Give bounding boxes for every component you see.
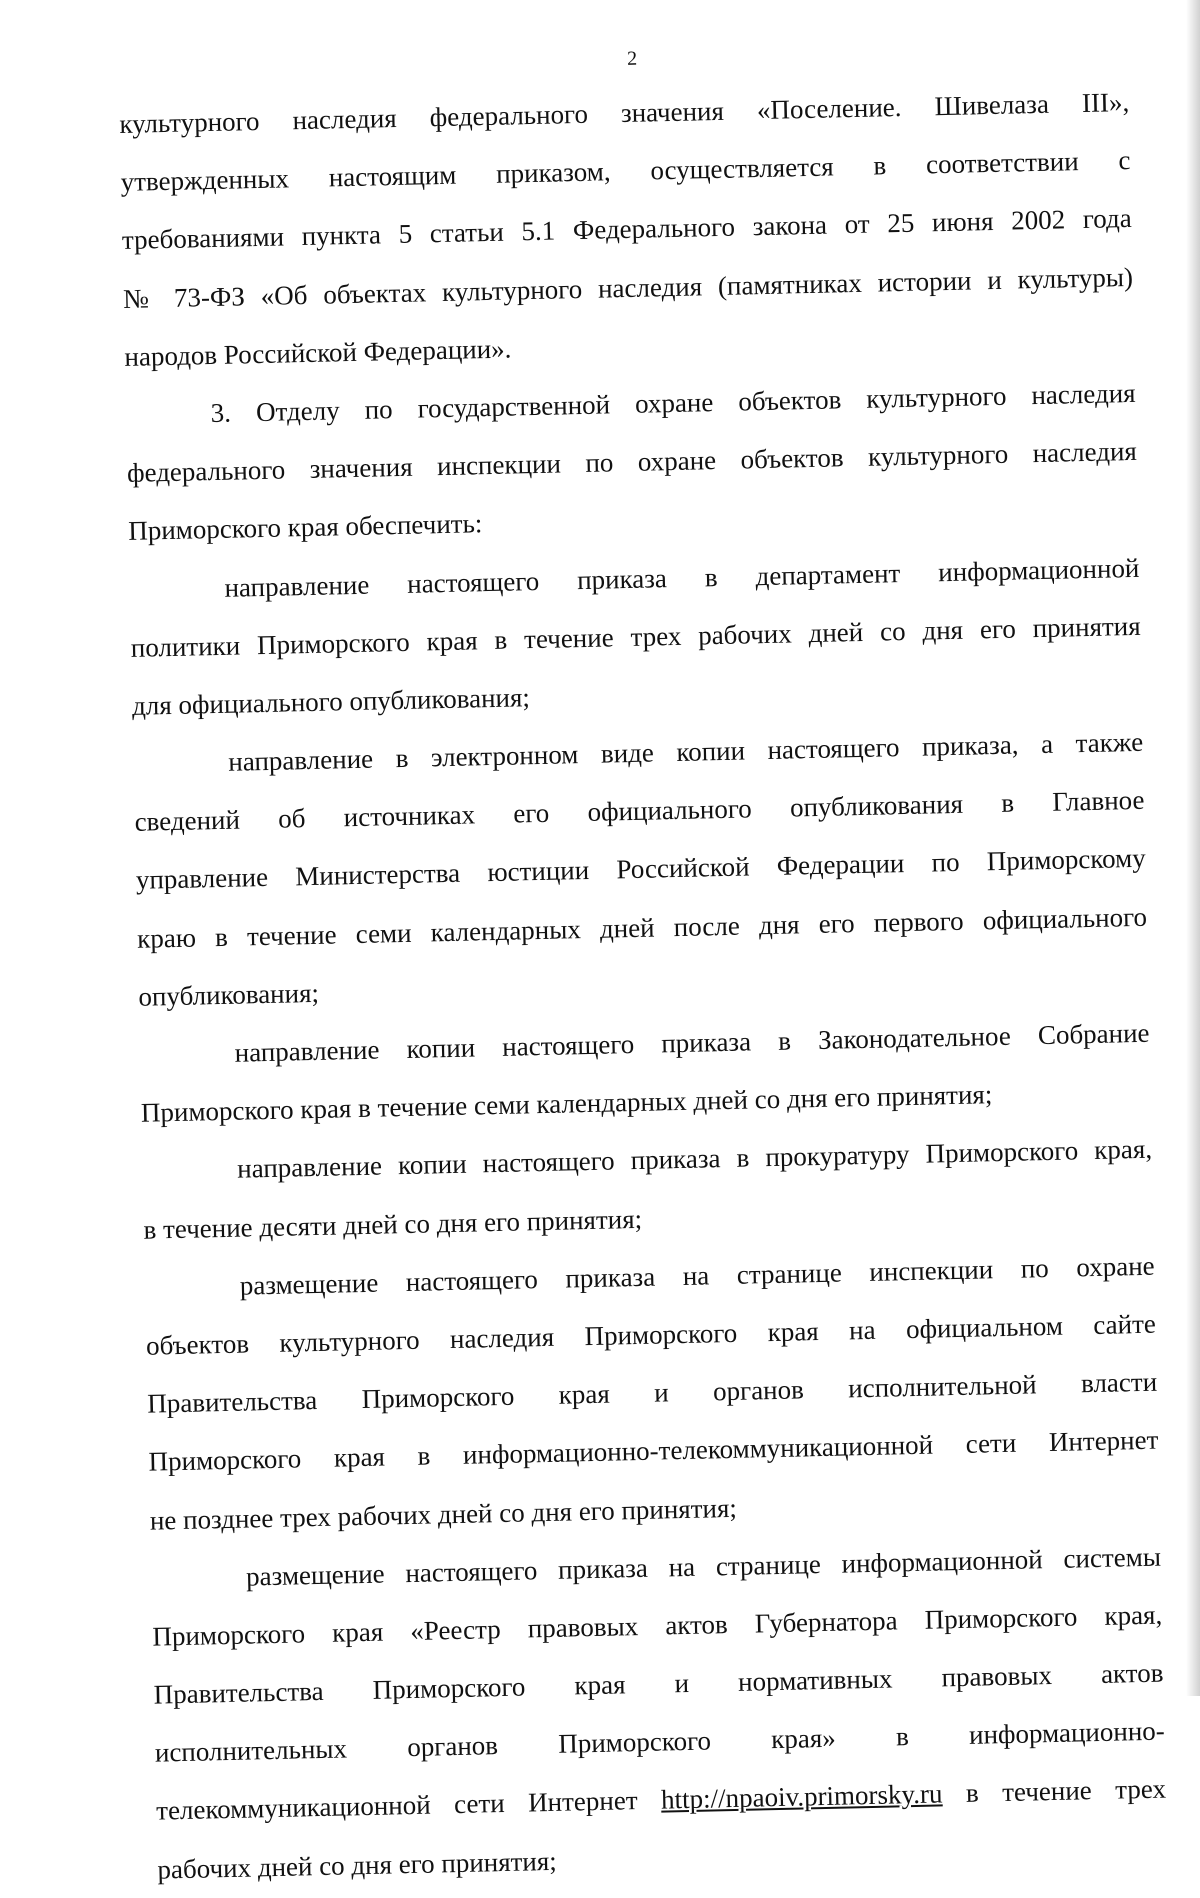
text-line: опубликования;	[138, 977, 320, 1012]
list-item-start: размещение настоящего приказа на странице информационной системы	[245, 1541, 1162, 1592]
text-line: Приморского края в течение семи календарных дней со дня его принятия;	[140, 1079, 993, 1128]
text-line: объектов культурного наследия Приморского края на официальном сайте	[145, 1308, 1157, 1361]
text-line: не позднее трех рабочих дней со дня его принятия;	[149, 1492, 738, 1536]
list-item-start: направление копии настоящего приказа в Законодательное Собрание	[234, 1017, 1150, 1068]
document-body	[118, 38, 1168, 1898]
text-line: утвержденных настоящим приказом, осуществляется в соответствии с	[120, 145, 1131, 198]
text-line: Правительства Приморского края и нормативных правовых актов	[153, 1657, 1164, 1710]
text-line: требованиями пункта 5 статьи 5.1 Федерального закона от 25 июня 2002 года	[121, 203, 1133, 256]
text-line: для официального опубликования;	[131, 682, 531, 721]
scan-edge-shadow	[1186, 0, 1200, 1696]
text-line: управление Министерства юстиции Российской Федерации по Приморскому	[135, 843, 1146, 896]
text-line: в течение десяти дней со дня его принятия;	[143, 1203, 643, 1245]
list-item-start: направление настоящего приказа в департамент информационной	[224, 552, 1140, 603]
page-number: 2	[626, 47, 638, 70]
text-line: исполнительных органов Приморского края» в информационно-	[154, 1715, 1166, 1768]
text-line: федерального значения инспекции по охране объектов культурного наследия	[126, 435, 1138, 489]
list-item-start: направление копии настоящего приказа в прокуратуру Приморского края,	[236, 1134, 1153, 1185]
text-line: рабочих дней со дня его принятия;	[157, 1845, 558, 1885]
text-line: Правительства Приморского края и органов исполнительной власти	[146, 1366, 1158, 1419]
text-line: политики Приморского края в течение трех рабочих дней со дня его принятия	[130, 610, 1141, 663]
text-line: Приморского края «Реестр правовых актов Губернатора Приморского края,	[152, 1599, 1163, 1652]
list-item-start: размещение настоящего приказа на странице инспекции по охране	[239, 1250, 1155, 1301]
text-line: Приморского края в информационно-телекоммуникационной сети Интернет	[148, 1424, 1159, 1477]
text-line: сведений об источниках его официального опубликования в Главное	[134, 785, 1145, 838]
paragraph-3-start: 3. Отделу по государственной охране объектов культурного наследия	[210, 377, 1136, 428]
registry-link[interactable]: http://npaoiv.primorsky.ru	[660, 1778, 943, 1816]
link-line-before: телекоммуникационной сети Интернет	[155, 1785, 662, 1827]
list-item-start: направление в электронном виде копии настоящего приказа, а также	[228, 726, 1144, 777]
link-line-after: в течение трех	[942, 1773, 1167, 1809]
text-line: культурного наследия федерального значения «Поселение. Шивелаза III»,	[119, 86, 1130, 139]
text-line: краю в течение семи календарных дней после дня его первого официального	[136, 901, 1148, 954]
text-line: № 73-ФЗ «Об объектах культурного наследия (памятниках истории и культуры)	[122, 261, 1134, 314]
text-line: Приморского края обеспечить:	[127, 508, 483, 547]
text-line: народов Российской Федерации».	[124, 333, 512, 372]
